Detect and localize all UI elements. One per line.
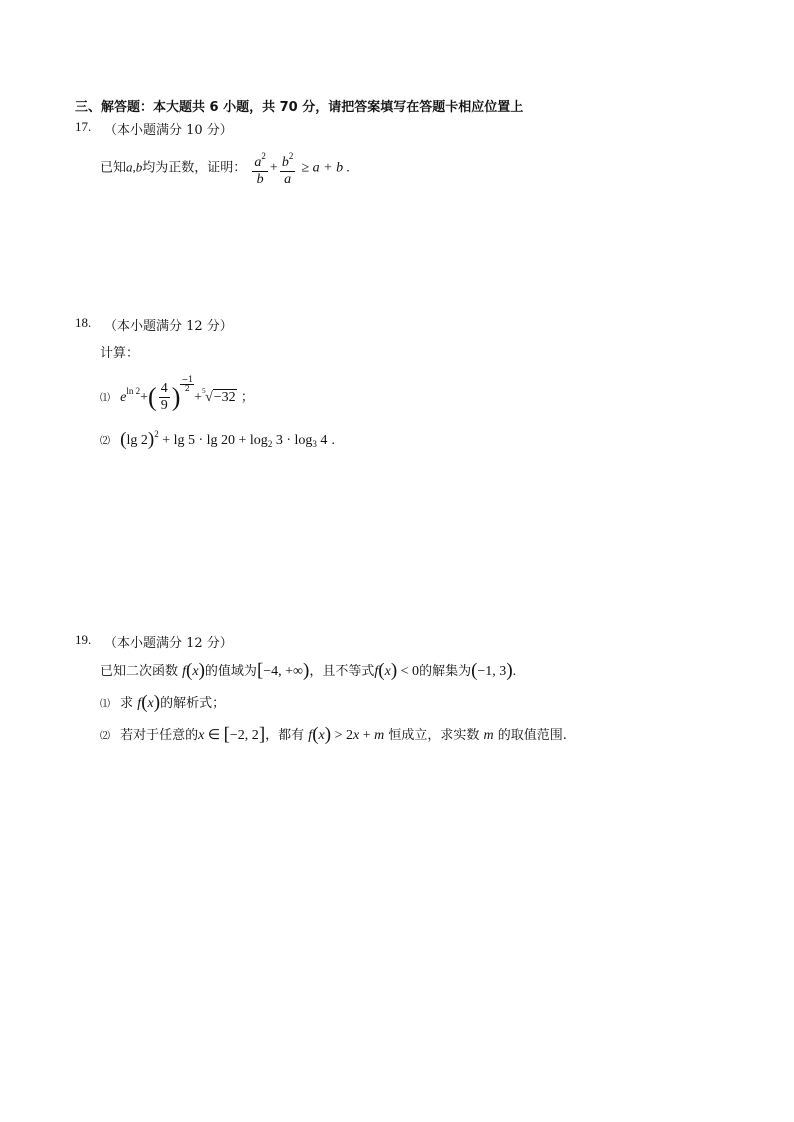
- q19-part2: ⑵ 若对于任意的x ∈ [−2, 2]，都有 f(x) > 2x + m 恒成立，求实数 m 的取值范围.: [100, 724, 567, 745]
- q17-stem-prefix: 已知: [100, 160, 127, 176]
- q19-part2-a: 若对于任意的: [120, 728, 199, 743]
- q19-stem-b: 的值域为: [204, 664, 257, 679]
- fraction-b2-over-a: $\frac{b^2}{a}$: [280, 148, 296, 188]
- q19-stem: 已知二次函数 f(x)的值域为[−4, +∞)，且不等式f(x) < 0的解集为(−1, 3).: [100, 660, 517, 681]
- q18-part1: ⑴ $e^{ln 2}+$( $\frac{4}{9}$ ) $\frac{-1}{2}+$ 5 √−32 ；: [100, 375, 254, 413]
- q17-score: （本小题满分 10 分）: [104, 123, 233, 138]
- q19-number: 19.: [75, 632, 92, 647]
- q18-part1-label: ⑴: [100, 393, 110, 404]
- q19-part2-d: 的取值范围.: [497, 728, 567, 743]
- q19-stem-c: ，且不等式: [309, 664, 375, 679]
- fraction-4-over-9: $\frac{4}{9}$: [160, 381, 168, 413]
- q19-part1-a: 求: [120, 696, 134, 711]
- q18-part2-label: ⑵: [100, 436, 110, 447]
- q17-number: 17.: [75, 119, 92, 134]
- q19-stem-d: 的解集为: [419, 664, 472, 679]
- q17-stem: 已知a,b均为正数，证明： $\frac{a^2}{b}$ + $\frac{b^2}{a}$ ≥ a + b .: [100, 148, 350, 188]
- q17-vars: a,b: [126, 159, 143, 175]
- q17-rhs: ≥ a + b .: [301, 160, 351, 176]
- q19-part2-interval: −2, 2: [229, 728, 259, 743]
- q19-part2-b: ，都有: [265, 728, 305, 743]
- q18-part1-end: ；: [240, 390, 254, 405]
- q19-part2-label: ⑵: [100, 731, 110, 742]
- section-header: 三、解答题：本大题共 6 小题，共 70 分，请把答案填写在答题卡相应位置上: [75, 100, 524, 115]
- q19-score: （本小题满分 12 分）: [104, 636, 233, 651]
- q18-part2-end: .: [331, 433, 336, 448]
- q19-part2-c: 恒成立，求实数: [388, 728, 480, 743]
- q19-part1-label: ⑴: [100, 699, 110, 710]
- q19-stem-a: 已知二次函数: [100, 664, 179, 679]
- q17-stem-mid: 均为正数，证明：: [142, 160, 247, 176]
- q19-part1-b: 的解析式；: [160, 696, 226, 711]
- exponent-neg-half: $\frac{-1}{2}$: [181, 375, 194, 393]
- q19-interval: −1, 3: [477, 664, 507, 679]
- q18-number: 18.: [75, 315, 92, 330]
- q19-range: −4, +∞: [263, 664, 304, 679]
- q19-part1: ⑴ 求 f(x)的解析式；: [100, 692, 226, 713]
- fifth-root-neg32: 5 √−32: [202, 387, 236, 405]
- q18-score: （本小题满分 12 分）: [104, 319, 233, 334]
- fraction-a2-over-b: $\frac{a^2}{b}$: [252, 148, 268, 188]
- q18-part2: ⑵ (lg $2)^2 + \lg 5 \cdot \lg 20 + \log_2 3 \cdot \log_3 4$ .: [100, 429, 336, 450]
- q18-prompt: 计算：: [100, 346, 140, 361]
